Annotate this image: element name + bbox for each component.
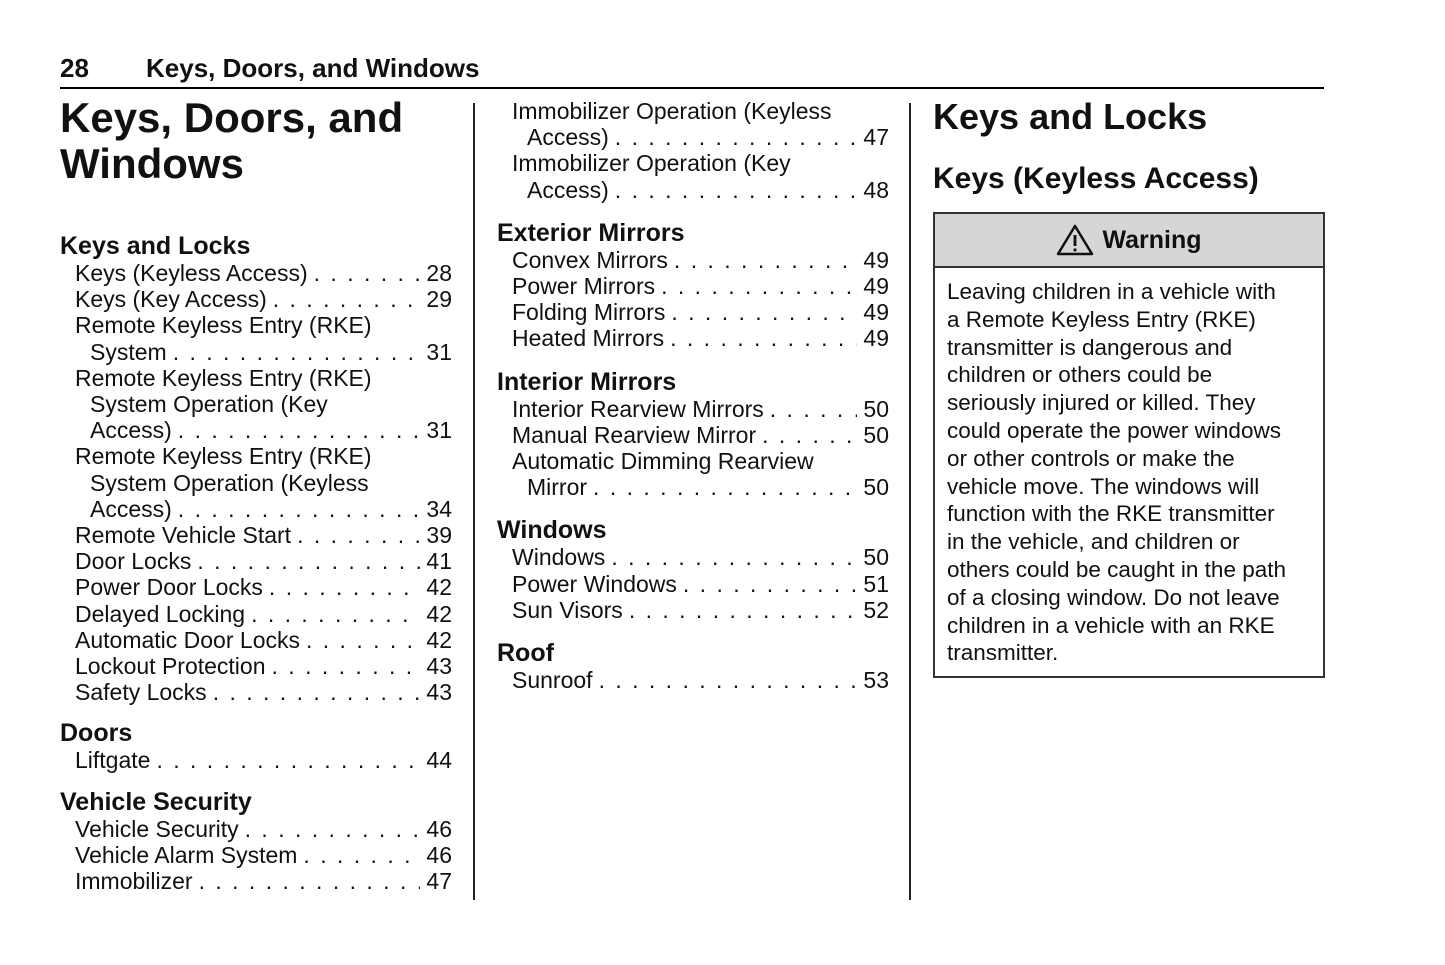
toc-entry-line[interactable]: Immobilizer Operation (Key: [512, 150, 791, 177]
section-heading-vehicle-security: Vehicle Security: [60, 787, 252, 816]
toc-entry[interactable]: Sun Visors . . . 52: [497, 597, 889, 623]
page-header: [60, 53, 1324, 89]
column-divider: [909, 103, 911, 900]
toc-entry[interactable]: Lockout Protection . . . 43: [60, 653, 452, 679]
toc-entry[interactable]: Folding Mirrors . . . 49: [497, 299, 889, 325]
section-heading-windows: Windows: [497, 516, 607, 545]
toc-entry-line[interactable]: System Operation (Key: [90, 391, 328, 418]
toc-entry-line[interactable]: Immobilizer Operation (Keyless: [512, 98, 832, 124]
toc-entry[interactable]: Safety Locks . . . 43: [60, 679, 452, 705]
toc-column-2: [497, 98, 889, 693]
toc-entry[interactable]: Remote Vehicle Start . . . 39: [60, 522, 452, 548]
toc-entry[interactable]: Convex Mirrors . . . 49: [497, 247, 889, 273]
toc-entry[interactable]: Keys (Key Access) . . . 29: [60, 286, 452, 312]
section-heading-doors: Doors: [60, 719, 133, 748]
toc-column-1: [60, 95, 452, 894]
toc-entry[interactable]: Power Windows . . . 51: [497, 571, 889, 597]
toc-entry[interactable]: Vehicle Alarm System . . . 46: [60, 842, 452, 868]
toc-entry[interactable]: System . . . 31: [60, 339, 452, 365]
warning-text: Leaving children in a vehicle with a Remote Keyless Entry (RKE) transmitter is dangerous and children or others could be seriously injured or killed. They could operate the power windows or other controls or make the vehicle move. The windows will function with the RKE transmitter in the vehicle, and children or others could be caught in the path of a closing window. Do not leave children in a vehicle with an RKE transmitter.: [947, 279, 1286, 666]
column-divider: [473, 103, 475, 900]
toc-entry[interactable]: Liftgate . . . 44: [60, 747, 452, 773]
toc-entry[interactable]: Interior Rearview Mirrors . . . 50: [497, 396, 889, 422]
toc-entry[interactable]: Vehicle Security . . . 46: [60, 816, 452, 842]
section-heading-roof: Roof: [497, 639, 554, 668]
toc-entry[interactable]: Power Door Locks . . . 42: [60, 574, 452, 600]
toc-entry[interactable]: Access) . . . 48: [497, 177, 889, 203]
section-heading-interior-mirrors: Interior Mirrors: [497, 367, 677, 396]
toc-entry[interactable]: Access) . . . 47: [497, 124, 889, 150]
toc-entry[interactable]: Access) . . . 31: [60, 417, 452, 443]
toc-entry-line[interactable]: Automatic Dimming Rearview: [512, 448, 814, 475]
toc-entry-line[interactable]: Remote Keyless Entry (RKE): [75, 312, 372, 339]
toc-entry[interactable]: Heated Mirrors . . . 49: [497, 325, 889, 351]
toc-entry-line[interactable]: Remote Keyless Entry (RKE): [75, 364, 372, 391]
toc-entry-line[interactable]: Remote Keyless Entry (RKE): [75, 443, 372, 470]
toc-entry[interactable]: Keys (Keyless Access) . . . 28: [60, 260, 452, 286]
warning-label: Warning: [1102, 225, 1202, 254]
toc-entry[interactable]: Delayed Locking . . . 42: [60, 601, 452, 627]
warning-triangle-icon: [1056, 224, 1094, 256]
chapter-title: Keys, Doors, and Windows: [60, 94, 404, 187]
toc-entry[interactable]: Windows . . . 50: [497, 544, 889, 570]
running-title: Keys, Doors, and Windows: [146, 53, 480, 83]
toc-entry[interactable]: Sunroof . . . 53: [497, 667, 889, 693]
subsection-title: Keys (Keyless Access): [933, 162, 1259, 195]
toc-entry[interactable]: Immobilizer . . . 47: [60, 868, 452, 894]
toc-entry-line[interactable]: System Operation (Keyless: [90, 469, 369, 496]
page-number: 28: [60, 53, 89, 83]
toc-entry[interactable]: Access) . . . 34: [60, 496, 452, 522]
toc-entry[interactable]: Power Mirrors . . . 49: [497, 273, 889, 299]
toc-entry[interactable]: Mirror . . . 50: [497, 474, 889, 500]
section-heading-keys-locks: Keys and Locks: [60, 232, 251, 260]
toc-entry[interactable]: Door Locks . . . 41: [60, 548, 452, 574]
warning-header: [935, 214, 1323, 268]
toc-entry[interactable]: Automatic Door Locks . . . 42: [60, 627, 452, 653]
warning-box: [933, 212, 1325, 678]
content-column: [933, 95, 1325, 678]
toc-entry[interactable]: Manual Rearview Mirror . . . 50: [497, 422, 889, 448]
section-title: Keys and Locks: [933, 96, 1208, 137]
section-heading-exterior-mirrors: Exterior Mirrors: [497, 218, 685, 247]
